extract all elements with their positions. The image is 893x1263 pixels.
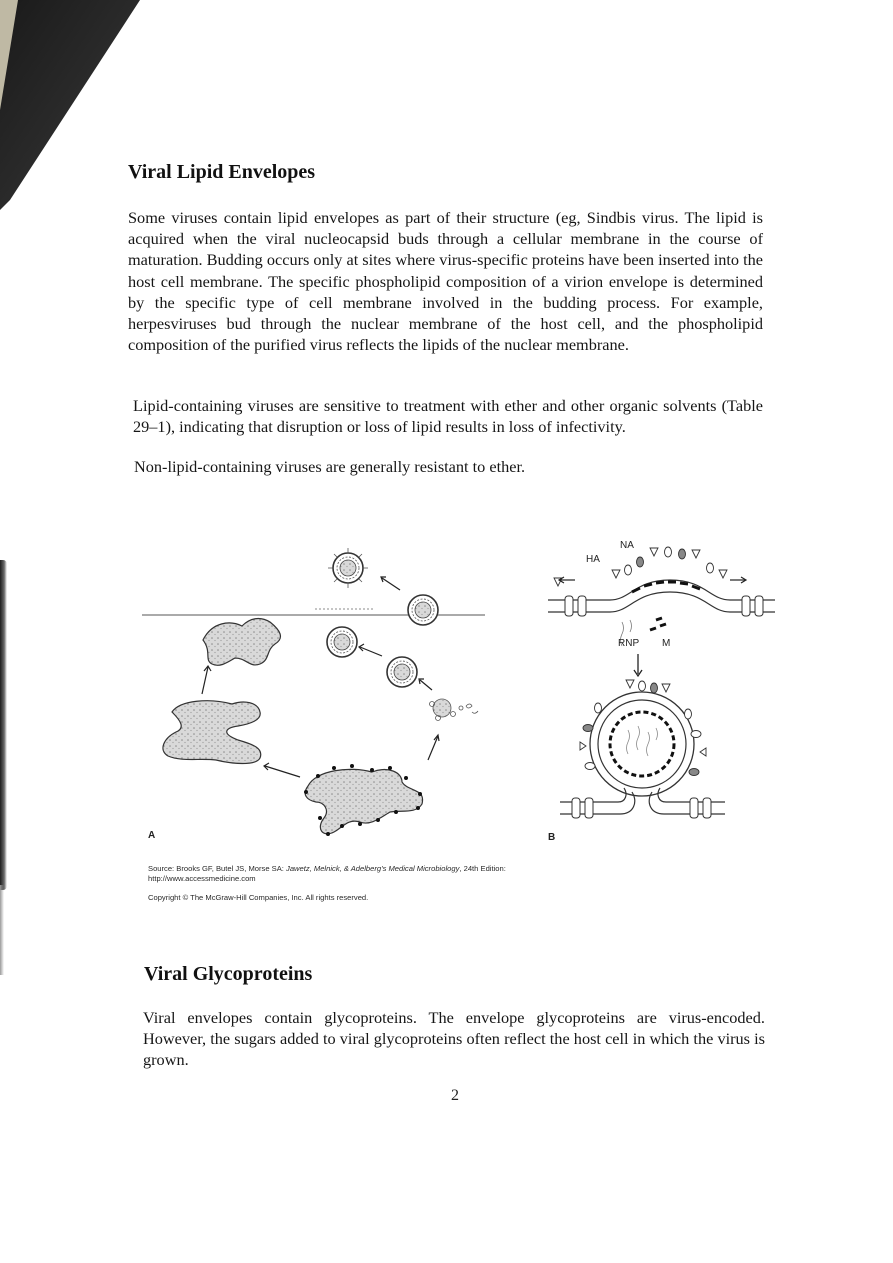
source-book-title: Jawetz, Melnick, & Adelberg's Medical Microbiology: [286, 864, 460, 873]
budding-virion-panel-b: [580, 680, 706, 796]
budding-virion: [408, 595, 438, 625]
label-ha: HA: [586, 554, 600, 565]
glycoprotein-spikes-top: [554, 547, 727, 586]
membrane-channels-bottom: [572, 798, 711, 818]
budding-figure: [120, 522, 780, 912]
paragraph-glycoproteins: Viral envelopes contain glycoproteins. The envelope glycoproteins are virus-encoded. However, the sugars added to viral glycoproteins often reflect the host cell in which the virus is grown.: [143, 1008, 765, 1070]
m-protein-layer: [632, 582, 700, 592]
golgi-membrane: [203, 619, 280, 666]
uncoating-particles: [430, 699, 479, 721]
label-na: NA: [620, 540, 634, 551]
figure-source: [148, 864, 568, 884]
label-rnp: RNP: [618, 638, 640, 649]
nucleocapsid-virion: [327, 627, 357, 657]
source-prefix: Source: Brooks GF, Butel JS, Morse SA:: [148, 864, 287, 873]
paragraph-ether-sensitivity: Lipid-containing viruses are sensitive to treatment with ether and other organic solvents (Table 29–1), indicating that disruption or loss of lipid results in loss of infectivity.: [133, 396, 763, 437]
label-m: M: [662, 638, 671, 649]
released-virion: [328, 548, 368, 588]
page-corner-shadow: [0, 0, 150, 220]
section-heading-glycoproteins: Viral Glycoproteins: [144, 963, 313, 985]
panel-b-label: B: [548, 832, 556, 843]
page-edge-shadow: [0, 560, 7, 890]
page-edge-shadow-lower: [0, 885, 4, 975]
m-protein-fragments: [650, 618, 666, 630]
budding-diagram: [120, 522, 780, 842]
membrane-channels-top: [565, 596, 763, 616]
assembling-virion: [387, 657, 417, 687]
page-number: 2: [451, 1087, 459, 1104]
panel-a-label: A: [148, 830, 156, 841]
panel-b-diagram: [548, 540, 775, 818]
panel-a-diagram: [142, 548, 485, 836]
paragraph-lipid-envelopes: Some viruses contain lipid envelopes as part of their structure (eg, Sindbis virus. The lipid is acquired when the viral nucleocapsid buds through a cellular membrane in the course of maturation. Budding occurs only at sites where virus-specific proteins have been inserted into the host cell membrane. The specific phospholipid composition of a virion envelope is determined by the specific type of cell membrane involved in the budding process. For example, herpesviruses bud through the nuclear membrane of the host cell, and the phospholipid composition of the purified virus reflects the lipids of the nuclear membrane.: [128, 208, 763, 355]
section-heading-lipid-envelopes: Viral Lipid Envelopes: [128, 161, 316, 183]
paragraph-ether-resistance: Non-lipid-containing viruses are generally resistant to ether.: [134, 457, 526, 476]
endoplasmic-reticulum: [163, 701, 261, 764]
source-suffix: , 24th Edition: http://www.accessmedicine.com: [148, 864, 506, 883]
figure-copyright: Copyright © The McGraw-Hill Companies, Inc. All rights reserved.: [148, 893, 369, 902]
